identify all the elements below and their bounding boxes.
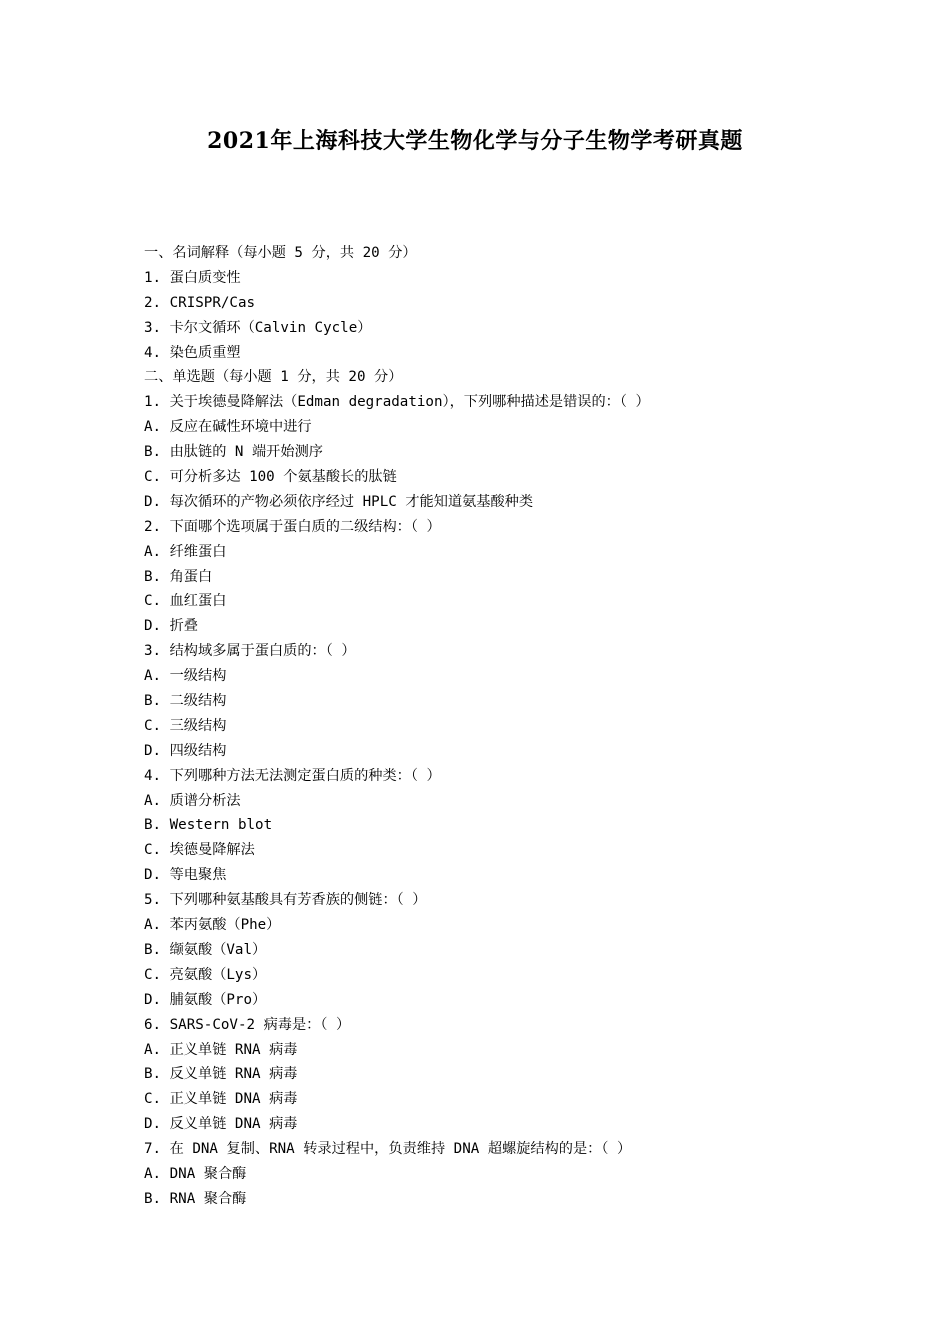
text-line: A. 正义单链 RNA 病毒 (144, 1041, 298, 1058)
text-line: C. 正义单链 DNA 病毒 (144, 1091, 298, 1108)
text-line: B. Western blot (144, 817, 273, 834)
text-line: 3. 结构域多属于蛋白质的：（ ） (144, 643, 356, 660)
text-line: C. 埃德曼降解法 (144, 842, 255, 859)
text-line: 1. 关于埃德曼降解法（Edman degradation），下列哪种描述是错误的：（ ） (144, 394, 650, 411)
document-body (144, 241, 844, 1212)
text-line: D. 脯氨酸（Pro） (144, 991, 267, 1008)
text-line: B. 角蛋白 (144, 568, 213, 585)
text-line: 2. CRISPR/Cas (144, 294, 256, 311)
text-line: B. 由肽链的 N 端开始测序 (144, 444, 323, 461)
text-line: 1. 蛋白质变性 (144, 269, 241, 286)
text-line: A. 质谱分析法 (144, 792, 241, 809)
text-line: D. 等电聚焦 (144, 867, 227, 884)
text-line: 4. 下列哪种方法无法测定蛋白质的种类：（ ） (144, 767, 441, 784)
text-line: 6. SARS-CoV-2 病毒是：（ ） (144, 1016, 351, 1033)
text-line: B. 二级结构 (144, 693, 227, 710)
text-line: A. 一级结构 (144, 668, 227, 685)
text-line: 4. 染色质重塑 (144, 344, 241, 361)
text-line: B. RNA 聚合酶 (144, 1190, 247, 1207)
text-line: 3. 卡尔文循环（Calvin Cycle） (144, 319, 372, 336)
text-line: C. 三级结构 (144, 717, 227, 734)
text-line: 二、单选题（每小题 1 分，共 20 分） (144, 369, 403, 386)
text-line: C. 亮氨酸（Lys） (144, 966, 267, 983)
text-line: D. 折叠 (144, 618, 198, 635)
text-line: D. 反义单链 DNA 病毒 (144, 1116, 298, 1133)
text-line: C. 可分析多达 100 个氨基酸长的肽链 (144, 469, 397, 486)
text-line: A. 纤维蛋白 (144, 543, 227, 560)
text-line: D. 四级结构 (144, 742, 227, 759)
text-line: A. DNA 聚合酶 (144, 1165, 247, 1182)
text-line: 一、名词解释（每小题 5 分，共 20 分） (144, 245, 417, 261)
text-line: A. 反应在碱性环境中进行 (144, 419, 312, 436)
text-line: 5. 下列哪种氨基酸具有芳香族的侧链：（ ） (144, 892, 427, 909)
document-title: 2021年上海科技大学生物化学与分子生物学考研真题 (207, 128, 743, 154)
text-line: D. 每次循环的产物必须依序经过 HPLC 才能知道氨基酸种类 (144, 493, 534, 510)
text-line: A. 苯丙氨酸（Phe） (144, 917, 281, 934)
text-line: B. 缬氨酸（Val） (144, 941, 267, 958)
text-line: B. 反义单链 RNA 病毒 (144, 1066, 298, 1083)
text-line: 7. 在 DNA 复制、RNA 转录过程中，负责维持 DNA 超螺旋结构的是：（ ） (144, 1141, 632, 1158)
text-line: 2. 下面哪个选项属于蛋白质的二级结构：（ ） (144, 518, 441, 535)
text-line: C. 血红蛋白 (144, 593, 227, 610)
